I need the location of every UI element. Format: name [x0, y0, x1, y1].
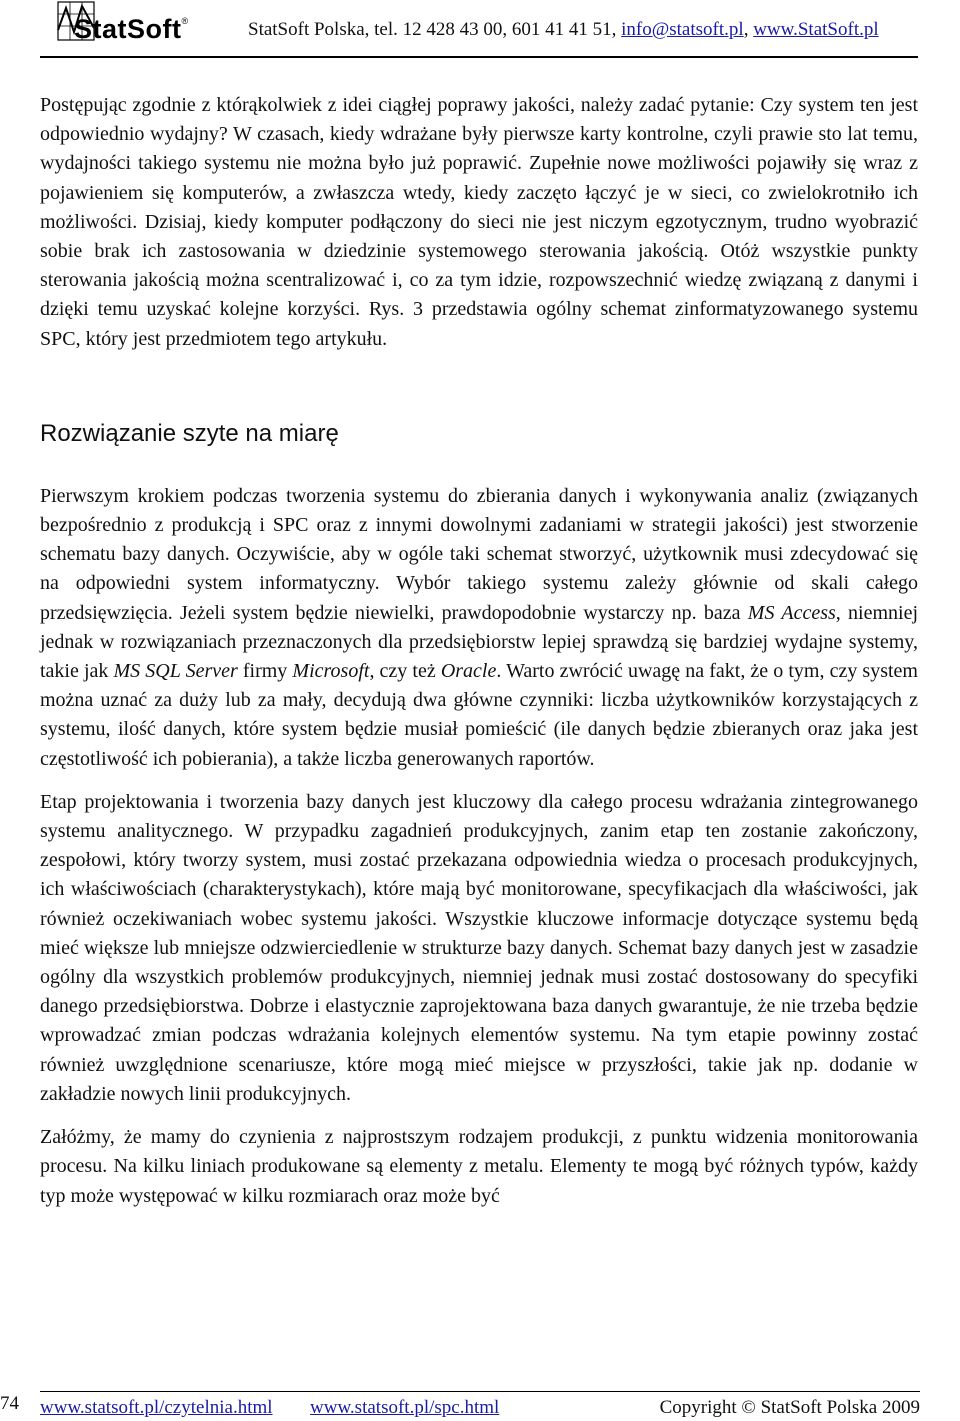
section-paragraph-1: Pierwszym krokiem podczas tworzenia systemu do zbierania danych i wykonywania analiz (związanych bezpośrednio z produkcją i SPC oraz z innymi dowolnymi zadaniami w strategii jakości) jest stworzenie schematu bazy danych. Oczywiście, aby w ogóle taki schemat stworzyć, użytkownik musi zdecydować się na odpowiedni system informatyczny. Wybór takiego systemu zależy głównie od skali całego przedsięwzięcia. Jeżeli system będzie niewielki, prawdopodobnie wystarczy np. baza MS Access, niemniej jednak w rozwiązaniach przeznaczonych dla przedsiębiorstw lepiej sprawdzą się bardziej wydajne systemy, takie jak MS SQL Server firmy Microsoft, czy też Oracle. Warto zwrócić uwagę na fakt, że o tym, czy system można uznać za duży lub za mały, decydują dwa główne czynniki: liczba użytkowników korzystających z systemu, ilość danych, które system będzie musiał pomieścić (ile danych będzie zbieranych oraz jaka jest częstotliwość ich pobierania), a także liczba generowanych raportów. [40, 484, 918, 770]
footer-link-czytelnia[interactable]: www.statsoft.pl/czytelnia.html [40, 1397, 273, 1418]
header-divider [40, 56, 918, 58]
page-header [0, 0, 960, 60]
footer-divider [40, 1391, 920, 1392]
page-number: 74 [0, 1393, 19, 1414]
microsoft-term: Microsoft [292, 660, 370, 683]
statsoft-logo[interactable]: StatSoft® [74, 14, 189, 44]
ms-access-term: MS Access [747, 601, 836, 624]
oracle-term: Oracle [440, 660, 497, 683]
intro-paragraph: Postępując zgodnie z którąkolwiek z idei ciągłej poprawy jakości, należy zadać pytanie: Czy system ten jest odpowiednio wydajny? W czasach, kiedy wdrażane były pierwsze karty kontrolne, czyli prawie sto lat temu, wydajności takiego systemu nie można było już poprawić. Zupełnie nowe możliwości pojawiły się wraz z pojawieniem się komputerów, a zwłaszcza wtedy, kiedy zaczęto łączyć je w sieci, co zwielokrotniło ich możliwości. Dzisiaj, kiedy komputer podłączony do sieci nie jest niczym egzotycznym, trudno wyobrazić sobie brak ich zastosowania w dziedzinie systemowego sterowania jakością. Otóż wszystkie punkty sterowania jakością można scentralizować i, co za tym idzie, rozpowszechnić wiedzę związaną z danymi i dzięki temu uzyskać kolejne korzyści. Rys. 3 przedstawia ogólny schemat zinformatyzowanego systemu SPC, który jest przedmiotem tego artykułu. [40, 94, 918, 350]
section-heading: Rozwiązanie szyte na miarę [40, 419, 339, 447]
header-contact-info: StatSoft Polska, tel. 12 428 43 00, 601 41 41 51, info@statsoft.pl, www.StatSoft.pl [248, 19, 879, 40]
copyright-notice: Copyright © StatSoft Polska 2009 [659, 1397, 920, 1418]
company-contact: StatSoft Polska, tel. 12 428 43 00, 601 41 41 51, [248, 19, 617, 40]
ms-sql-term: MS SQL Server [113, 660, 238, 683]
article-body [40, 91, 918, 1211]
footer-link-spc[interactable]: www.statsoft.pl/spc.html [310, 1397, 500, 1418]
website-link[interactable]: www.StatSoft.pl [753, 19, 879, 40]
email-link[interactable]: info@statsoft.pl [621, 19, 744, 40]
section-paragraph-2: Etap projektowania i tworzenia bazy danych jest kluczowy dla całego procesu wdrażania zintegrowanego systemu analitycznego. W przypadku zagadnień produkcyjnych, zanim etap ten zostanie zakończony, zespołowi, który tworzy system, musi zostać przekazana odpowiednia wiedza o procesach produkcyjnych, ich właściwościach (charakterystykach), które mają być monitorowane, specyfikacjach dla właściwości, jak również oczekiwaniach wobec systemu jakości. Wszystkie kluczowe informacje dotyczące systemu będą mieć większe lub mniejsze odzwierciedlenie w strukturze bazy danych. Schemat bazy danych jest w zasadzie ogólny dla wszystkich problemów produkcyjnych, niemniej jednak musi zostać dostosowany do specyfiki danego przedsiębiorstwa. Dobrze i elastycznie zaprojektowana baza danych gwarantuje, że nie trzeba będzie wprowadzać zmian podczas wdrażania kolejnych elementów systemu. Na tym etapie powinny zostać również uwzględnione scenariusze, które mogą mieć miejsce w przyszłości, takie jak np. dodanie w zakładzie nowych linii produkcyjnych. [40, 790, 918, 1105]
section-paragraph-3: Załóżmy, że mamy do czynienia z najprostszym rodzajem produkcji, z punktu widzenia monitorowania procesu. Na kilku liniach produkowane są elementy z metalu. Elementy te mogą być różnych typów, każdy typ może występować w kilku rozmiarach oraz może być [40, 1126, 918, 1207]
